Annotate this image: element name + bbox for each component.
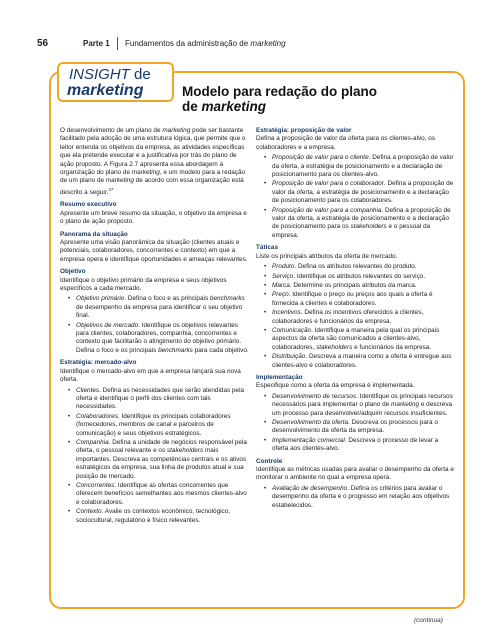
section-heading-implementacao: Implementação: [256, 373, 303, 381]
list-item: • Objetivos de mercado. Identifique os objetivos relevantes para clientes, colaboradores, companhia, concorrentes e contexto que facilitarão o atingimento do objetivo primário. Defina o foco e os principais benchmarks para cada objetivo.: [68, 322, 250, 356]
page-header: [37, 38, 457, 52]
part-label: Parte 1: [83, 39, 110, 48]
list-item: • Avaliação de desempenho. Defina os critérios para avaliar o desempenho da oferta e o progresso em relação aos objetivos estabelecidos.: [264, 485, 454, 510]
list-item: • Comunicação. Identifique a maneira pela qual os principais aspectos da oferta são comunicados a clientes-alvo, colaboradores, stakeholders e funcionários da empresa.: [264, 327, 454, 352]
chapter-title: Fundamentos da administração de marketing: [125, 39, 286, 48]
list-estrategia: [68, 387, 250, 526]
box-title: Modelo para redação do plano de marketing: [182, 84, 378, 114]
list-item: • Preço. Identifique o preço ou preços aos quais a oferta é fornecida a clientes e colaboradores.: [264, 291, 454, 308]
section-heading-controle: Controle: [256, 457, 283, 465]
list-item: • Distribuição. Descreva a maneira como a oferta é entregue aos clientes-alvo e colaboradores.: [264, 353, 454, 370]
section-heading-proposta: Estratégia: proposição de valor: [256, 127, 352, 134]
paragraph-objetivo: Identifique o objetivo primário da empresa e seus objetivos específicos a cada mercado.: [60, 276, 227, 293]
list-item: • Proposição de valor para o cliente. Defina a proposição de valor da oferta, a estratégia de posicionamento e a declaração de posicionamento para os clientes-alvo.: [264, 154, 454, 179]
list-item: • Incentivos. Defina os incentivos oferecidos a clientes, colaboradores e funcionários da empresa.: [264, 309, 454, 326]
paragraph-estrategia: Identifique o mercado-alvo em que a empresa lançará sua nova oferta.: [60, 367, 241, 384]
left-column: [60, 127, 250, 527]
insight-badge-bottom: marketing: [67, 82, 144, 99]
list-item: • Produto. Defina os atributos relevantes do produto.: [264, 263, 454, 271]
paragraph-resumo: Apresente um breve resumo da situação, o objetivo da empresa e o plano de ação proposto.: [60, 209, 247, 226]
paragraph-controle: Identifique as métricas usadas para avaliar o desempenho da oferta e monitorar o ambiente no qual a empresa opera.: [256, 466, 454, 482]
list-proposta: [264, 154, 454, 240]
section-heading-estrategia: Estratégia: mercado-alvo: [60, 359, 137, 367]
paragraph-taticas: Liste os principais atributos da oferta de mercado.: [256, 252, 398, 260]
section-heading-panorama: Panorama da situação: [60, 230, 128, 238]
page-number: 56: [37, 38, 49, 49]
list-item: • Companhia. Defina a unidade de negócios responsável pela oferta, o pessoal relevante e os stakeholders mais importantes. Descreva as competências centrais e os ativos estratégicos da empresa, sua linha de produtos atual e sua posição de mercado.: [68, 439, 250, 481]
header-divider: [117, 37, 118, 50]
list-objetivo: [68, 295, 250, 355]
list-controle: [264, 485, 454, 510]
list-implementacao: [264, 393, 454, 454]
paragraph-proposta: Defina a proposição de valor da oferta para os clientes-alvo, os colaboradores e a empresa.: [256, 135, 436, 151]
list-item: • Desenvolvimento da oferta. Descreva os processos para o desenvolvimento da oferta da empresa.: [264, 419, 454, 436]
list-item: • Proposição de valor para o colaborador. Defina a proposição de valor da oferta, a estratégia de posicionamento e a declaração de posicionamento para os colaboradores.: [264, 180, 454, 205]
right-column: [256, 127, 454, 512]
list-item: • Marca. Determine os principais atributos da marca.: [264, 282, 454, 290]
list-item: • Serviço. Identifique os atributos relevantes do serviço.: [264, 273, 454, 281]
list-item: • Contexto. Avalie os contextos econômico, tecnológico, sociocultural, regulatório e físico relevantes.: [68, 508, 250, 525]
list-item: • Objetivo primário. Defina o foco e as principais benchmarks de desempenho da empresa para identificar o seu objetivo final.: [68, 295, 250, 320]
section-heading-taticas: Táticas: [256, 244, 279, 252]
continued-note: (continua): [414, 617, 443, 624]
list-taticas: [264, 263, 454, 370]
section-heading-resumo: Resumo executivo: [60, 201, 117, 209]
insight-badge: [57, 62, 174, 102]
list-item: • Clientes. Defina as necessidades que serão atendidas pela oferta e identifique o perfil dos clientes com tais necessidades.: [68, 387, 250, 412]
paragraph-panorama: Apresente uma visão panorâmica da situação (clientes atuais e potenciais, colaboradores, concorrentes e contexto) em que a empresa opera e identifique oportunidades e ameaças relevantes.: [60, 239, 248, 263]
intro-paragraph: O desenvolvimento de um plano de marketing pode ser bastante facilitado pela adoção de uma estrutura lógica, que permite que o leitor entenda os objetivos da empresa, as atividades específicas que ela pretende executar e a justificativa por trás do plano de ação proposto. A Figura 2.7 apresenta essa abordagem à organização do plano de marketing, e um modelo para a redação de um plano de marketing de acordo com essa organização está descrito a seguir.$^{27}$: [60, 127, 246, 196]
list-item: • Desenvolvimento de recursos. Identifique os principais recursos necessários para implementar o plano de marketing e descreva um processo para desenvolver/adquirir recursos insuficientes.: [264, 393, 454, 418]
list-item: • Colaboradores. Identifique os principais colaboradores (fornecedores, membros de canal e parceiros de comunicação) e seus objetivos estratégicos.: [68, 413, 250, 438]
list-item: • Proposição de valor para a companhia. Defina a proposição de valor da oferta, a estratégia de posicionamento e a declaração de posicionamento para os stakeholders e o pessoal da empresa.: [264, 207, 454, 241]
section-heading-objetivo: Objetivo: [60, 268, 86, 276]
insight-badge-top: INSIGHT de: [69, 66, 151, 83]
paragraph-implementacao: Especifique como a oferta da empresa é implementada.: [256, 382, 415, 390]
list-item: • Implementação comercial. Descreva o processo de levar a oferta aos clientes-alvo.: [264, 437, 454, 454]
list-item: • Concorrentes. Identifique as ofertas concorrentes que oferecem benefícios semelhantes aos mesmos clientes-alvo e colaboradores.: [68, 482, 250, 507]
